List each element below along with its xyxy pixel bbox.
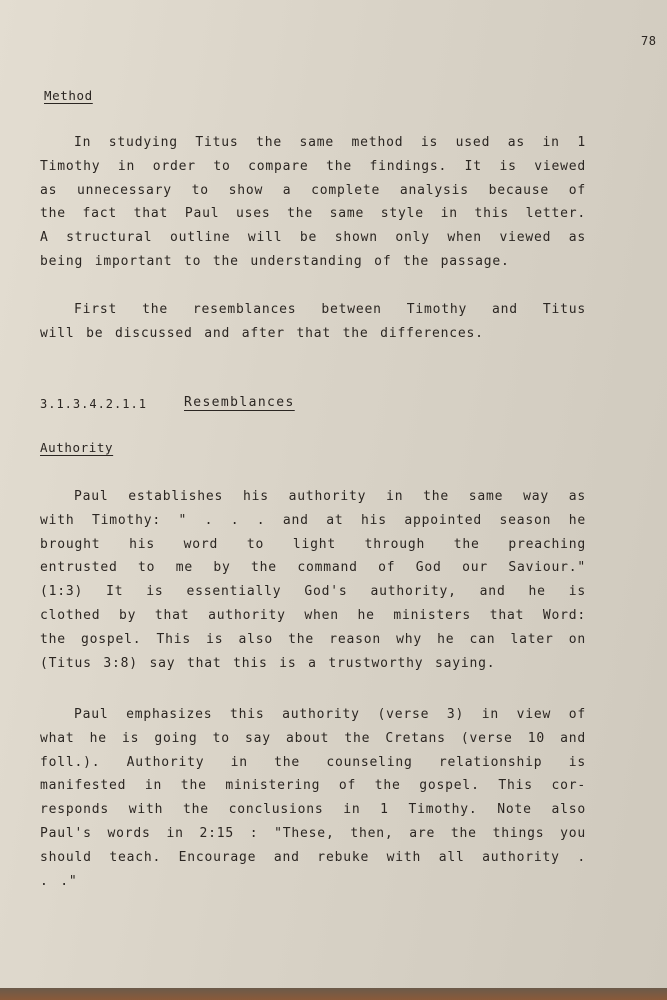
page-number: 78 [641, 34, 657, 48]
text-line: First the resemblances between Timothy and Titus [74, 302, 586, 317]
text-line: Paul establishes his authority in the same way as [74, 489, 586, 504]
text-line: . ." [40, 873, 78, 889]
text-line: Paul's words in 2:15 : "These, then, are the things you [40, 825, 586, 841]
text-line: Paul emphasizes this authority (verse 3) in view of [74, 707, 586, 722]
section-title: Resemblances [184, 395, 295, 410]
text-line: Timothy in order to compare the findings. It is viewed [40, 158, 586, 174]
text-line: as unnecessary to show a complete analysis because of [40, 182, 586, 198]
text-line: should teach. Encourage and rebuke with all authority . [40, 849, 586, 865]
text-line: brought his word to light through the preaching [40, 536, 586, 552]
text-line: (Titus 3:8) say that this is a trustworthy saying. [40, 655, 496, 671]
section-number: 3.1.3.4.2.1.1 [40, 397, 147, 411]
method-paragraph-2 [40, 298, 586, 346]
method-heading: Method [44, 88, 93, 103]
text-line: clothed by that authority when he ministers that Word: [40, 607, 586, 623]
text-line: being important to the understanding of the passage. [40, 253, 510, 269]
authority-heading: Authority [40, 440, 114, 455]
text-line: manifested in the ministering of the gospel. This cor- [40, 778, 586, 794]
text-line: will be discussed and after that the differences. [40, 325, 484, 341]
text-line: the gospel. This is also the reason why he can later on [40, 631, 586, 647]
text-line: the fact that Paul uses the same style in this letter. [40, 206, 586, 222]
authority-paragraph-2 [40, 703, 586, 893]
method-paragraph-1 [40, 131, 586, 274]
text-line: In studying Titus the same method is used as in 1 [74, 135, 586, 150]
authority-paragraph-1 [40, 485, 586, 675]
table-surface-edge [0, 988, 667, 1000]
text-line: entrusted to me by the command of God our Saviour." [40, 560, 586, 576]
text-line: (1:3) It is essentially God's authority, and he is [40, 584, 586, 600]
text-line: with Timothy: " . . . and at his appointed season he [40, 512, 586, 528]
text-line: what he is going to say about the Cretans (verse 10 and [40, 730, 586, 746]
text-line: responds with the conclusions in 1 Timothy. Note also [40, 802, 586, 818]
text-line: foll.). Authority in the counseling relationship is [40, 754, 586, 770]
text-line: A structural outline will be shown only when viewed as [40, 230, 586, 246]
